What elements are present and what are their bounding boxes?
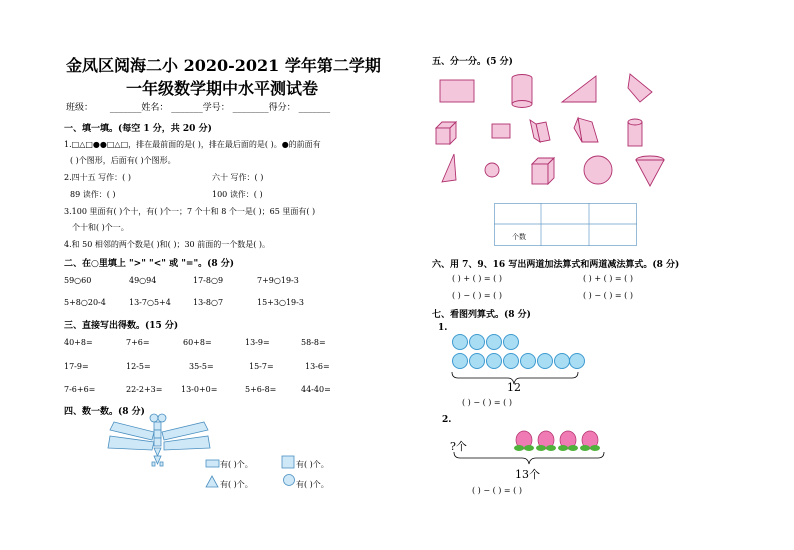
addition-equation: ( ) + ( ) = ( ) [452, 274, 502, 283]
name-label: _______姓名： [109, 103, 169, 113]
rectangle-count: 有( )个。 [220, 460, 253, 469]
class-label: 班级： [66, 103, 94, 113]
calc-item: 17-9= [64, 362, 89, 371]
addition-equation: ( ) + ( ) = ( ) [583, 274, 633, 283]
problem2-equation: ( ) − ( ) = ( ) [472, 486, 522, 495]
calc-item: 15-7= [249, 362, 274, 371]
student-info-line [66, 100, 330, 113]
triangle-count: 有( )个。 [220, 480, 253, 489]
student-id-label: _______学号： [171, 103, 230, 113]
solid-shapes-figure [432, 70, 672, 210]
calc-item: 60+8= [183, 338, 212, 347]
problem2-number: 2. [442, 415, 452, 425]
calc-item: 7-6+6= [64, 385, 96, 394]
problem1-total: 12 [507, 381, 521, 394]
dragonfly-shapes-figure [100, 412, 210, 472]
compare-item: 59○60 [64, 276, 92, 285]
calc-item: 7+6= [126, 338, 150, 347]
table-row-label: 个数 [512, 233, 526, 241]
circle-icon [283, 474, 296, 487]
compare-item: 17-8○9 [193, 276, 224, 285]
q1-line1: 1.□△□●●□△□，排在最前面的是( )，排在最后面的是( )。●的前面有 [64, 140, 321, 149]
square-icon [282, 456, 295, 469]
calc-item: 40+8= [64, 338, 93, 347]
square-count: 有( )个。 [296, 460, 329, 469]
exam-subtitle: 一年级数学期中水平测试卷 [126, 79, 319, 98]
section5-title: 五、分一分。(5 分) [432, 57, 513, 67]
problem2-unknown: ?个 [450, 440, 467, 453]
compare-item: 7+9○19-3 [257, 276, 299, 285]
compare-item: 5+8○20-4 [64, 298, 106, 307]
calc-item: 5+6-8= [245, 385, 277, 394]
exam-title: 金凤区阅海二小 2020-2021 学年第二学期 [66, 56, 381, 75]
rectangle-icon [206, 459, 220, 469]
q1-line2: ( )个图形，后面有( )个图形。 [70, 156, 176, 165]
calc-item: 35-5= [189, 362, 214, 371]
problem2-total: 13个 [515, 468, 540, 481]
section7-title: 七、看图列算式。(8 分) [432, 310, 531, 320]
section3-title: 三、直接写出得数。(15 分) [64, 321, 179, 331]
calc-item: 44-40= [301, 385, 331, 394]
calc-item: 58-8= [301, 338, 326, 347]
compare-item: 13-8○7 [193, 298, 224, 307]
section4-title: 四、数一数。(8 分) [64, 407, 145, 417]
triangle-icon [206, 476, 220, 488]
calc-item: 12-5= [126, 362, 151, 371]
calc-item: 13-0+0= [181, 385, 218, 394]
q2-write-60: 六十 写作：( ) [212, 173, 264, 182]
subtraction-equation: ( ) − ( ) = ( ) [583, 291, 633, 300]
q3-line1: 3.100 里面有( )个十，有( )个一；7 个十和 8 个一是( )；65 里面有( ) [64, 207, 316, 216]
peaches-figure [512, 428, 604, 452]
q2-read-89: 89 读作：( ) [70, 190, 116, 199]
score-blank: _______ [298, 103, 331, 113]
subtraction-equation: ( ) − ( ) = ( ) [452, 291, 502, 300]
section1-title: 一、填一填。(每空 1 分，共 20 分) [64, 124, 212, 134]
calc-item: 22-2+3= [126, 385, 163, 394]
compare-item: 13-7○5+4 [129, 298, 171, 307]
calc-item: 13-9= [245, 338, 270, 347]
section2-title: 二、在○里填上 ">" "<" 或 "="。(8 分) [64, 259, 235, 269]
circle-count: 有( )个。 [296, 480, 329, 489]
q4-line: 4.和 50 相邻的两个数是( )和( )；30 前面的一个数是( )。 [64, 240, 270, 249]
section6-title: 六、用 7、9、16 写出两道加法算式和两道减法算式。(8 分) [432, 260, 680, 270]
problem1-number: 1. [438, 323, 448, 333]
q2-read-100: 100 读作：( ) [212, 190, 263, 199]
q3-line2: 个十和( )个一。 [72, 223, 129, 232]
problem1-equation: ( ) − ( ) = ( ) [462, 398, 512, 407]
calc-item: 13-6= [305, 362, 330, 371]
compare-item: 49○94 [129, 276, 157, 285]
q2-write-45: 2.四十五 写作：( ) [64, 173, 131, 182]
compare-item: 15+3○19-3 [257, 298, 304, 307]
score-label: ________得分： [232, 103, 296, 113]
